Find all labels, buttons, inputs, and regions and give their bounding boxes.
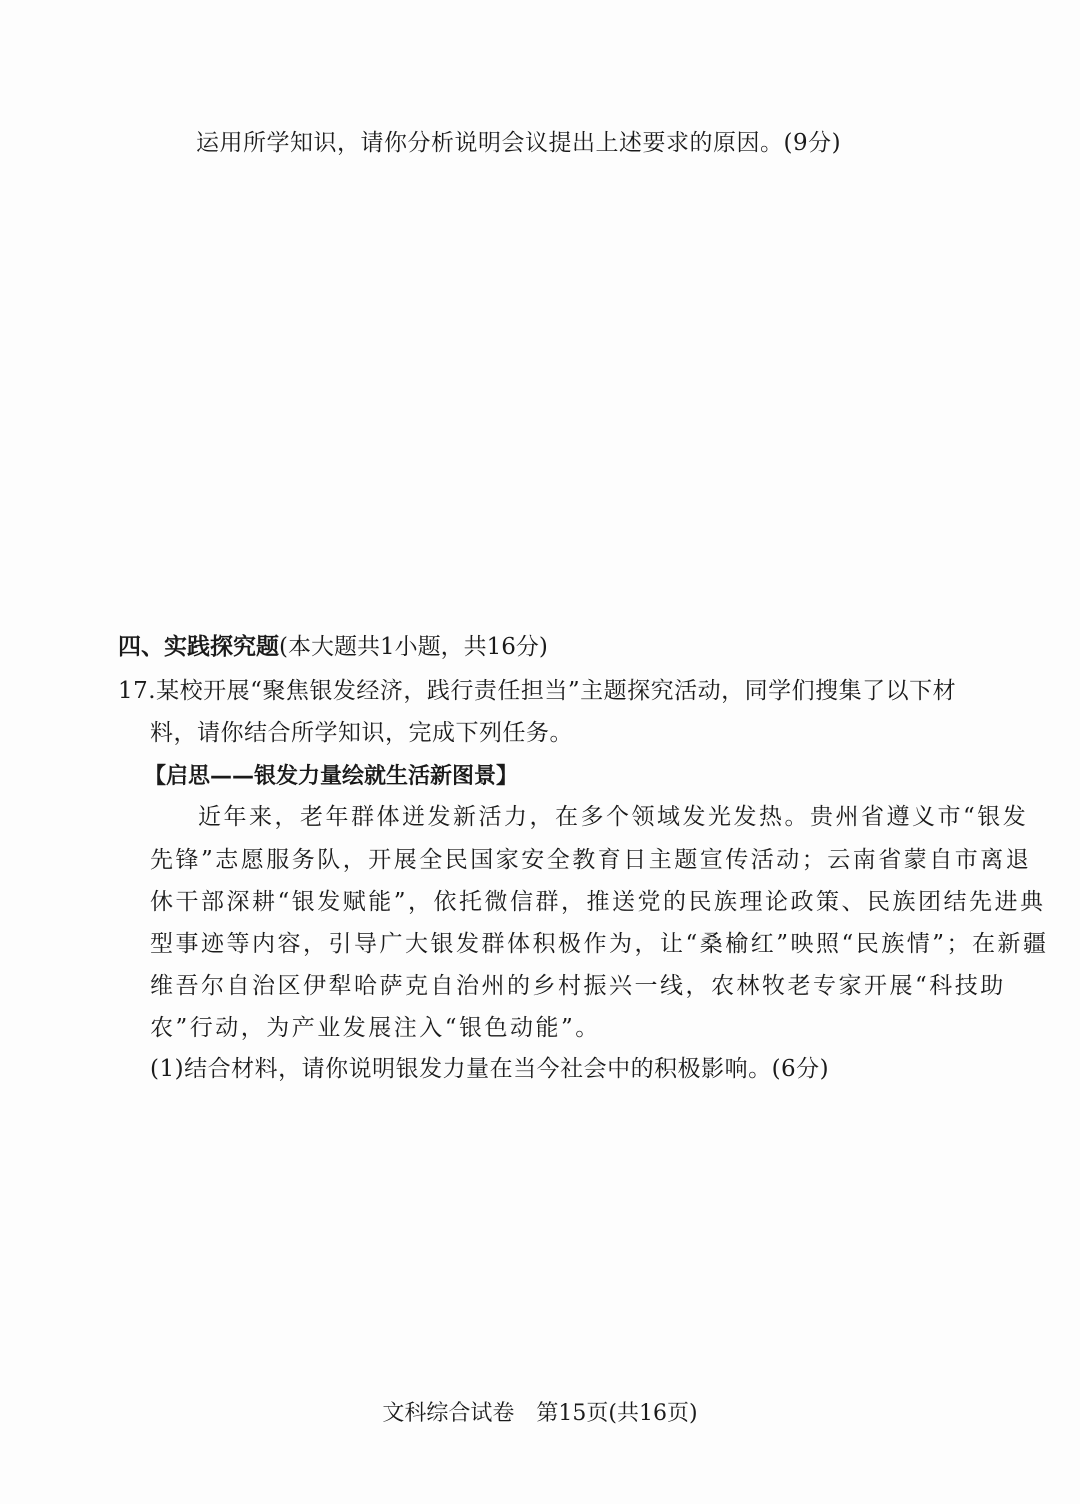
section-label: 四、实践探究题 <box>118 634 279 660</box>
question-17-sub-1: (1)结合材料，请你说明银发力量在当今社会中的积极影响。(6分) <box>150 1056 830 1082</box>
question-17-stem-line-1: 17.某校开展“聚焦银发经济，践行责任担当”主题探究活动，同学们搜集了以下材 <box>118 678 957 704</box>
material-body-line: 维吾尔自治区伊犁哈萨克自治州的乡村振兴一线，农林牧老专家开展“科技助 <box>150 973 1006 999</box>
material-body-line: 休干部深耕“银发赋能”，依托微信群，推送党的民族理论政策、民族团结先进典 <box>150 889 1046 915</box>
section-note: (本大题共1小题，共16分) <box>279 634 548 660</box>
material-body-line: 农”行动，为产业发展注入“银色动能”。 <box>150 1015 601 1041</box>
material-body-line: 先锋”志愿服务队，开展全民国家安全教育日主题宣传活动；云南省蒙自市离退 <box>150 847 1032 873</box>
section-heading <box>118 632 548 662</box>
page-footer: 文科综合试卷 第15页(共16页) <box>382 1401 698 1426</box>
material-title: 【启思——银发力量绘就生活新图景】 <box>144 764 519 789</box>
material-body-line: 近年来，老年群体迸发新活力，在多个领域发光发热。贵州省遵义市“银发 <box>198 804 1029 830</box>
question-17-stem-line-2: 料，请你结合所学知识，完成下列任务。 <box>150 720 573 746</box>
material-body-line: 型事迹等内容，引导广大银发群体积极作为，让“桑榆红”映照“民族情”；在新疆 <box>150 931 1049 957</box>
question-16-prompt: 运用所学知识，请你分析说明会议提出上述要求的原因。(9分) <box>196 130 842 156</box>
